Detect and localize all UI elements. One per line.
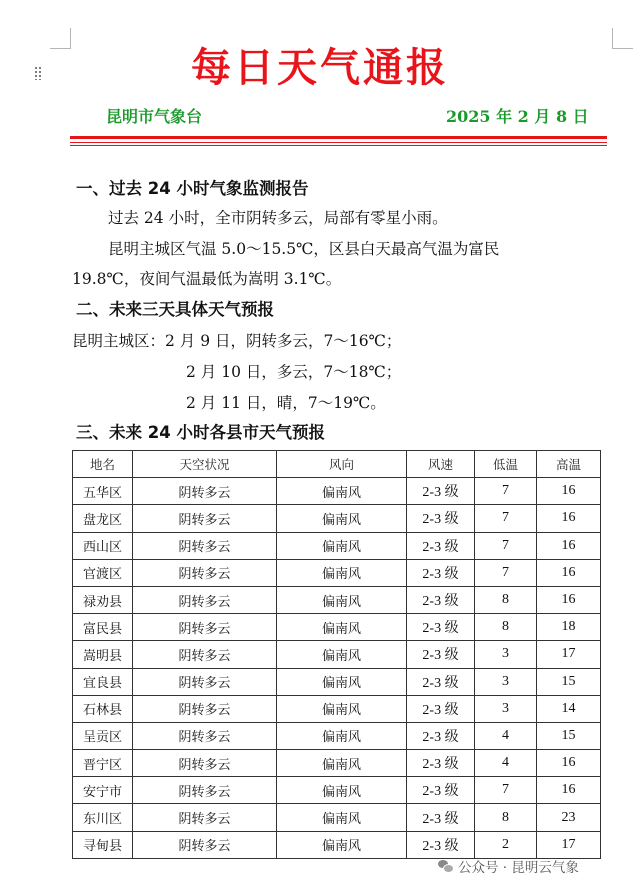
table-row: [73, 695, 601, 722]
monitoring-paragraph-2: 昆明主城区气温 5.0～15.5℃，区县白天最高气温为富民: [108, 240, 500, 258]
cell-high-temp: 16: [537, 777, 601, 804]
table-row: [73, 641, 601, 668]
header-wind-direction: 风向: [277, 451, 407, 478]
cell-wind-speed: 2-3 级: [407, 641, 475, 668]
cell-place: 禄劝县: [73, 586, 133, 613]
header-high-temp: 高温: [537, 451, 601, 478]
cell-wind-direction: 偏南风: [277, 695, 407, 722]
cell-place: 西山区: [73, 532, 133, 559]
cell-place: 晋宁区: [73, 750, 133, 777]
cell-low-temp: 4: [475, 750, 537, 777]
header-low-temp: 低温: [475, 451, 537, 478]
cell-wind-direction: 偏南风: [277, 614, 407, 641]
table-header-row: [73, 451, 601, 478]
cell-low-temp: 3: [475, 641, 537, 668]
section-heading-county-forecast: 三、未来 24 小时各县市天气预报: [76, 423, 325, 442]
issue-date: 2025 年 2 月 8 日: [446, 107, 589, 126]
cell-place: 寻甸县: [73, 831, 133, 858]
wechat-watermark: [438, 856, 579, 876]
forecast-line-3: 2 月 11 日，晴，7～19℃。: [186, 394, 386, 412]
header-wind-speed: 风速: [407, 451, 475, 478]
cell-wind-speed: 2-3 级: [407, 478, 475, 505]
table-row: [73, 586, 601, 613]
cell-place: 五华区: [73, 478, 133, 505]
cell-wind-speed: 2-3 级: [407, 695, 475, 722]
cell-wind-direction: 偏南风: [277, 559, 407, 586]
cell-wind-speed: 2-3 级: [407, 668, 475, 695]
cell-wind-speed: 2-3 级: [407, 804, 475, 831]
cell-wind-direction: 偏南风: [277, 831, 407, 858]
cell-sky: 阴转多云: [133, 586, 277, 613]
cell-sky: 阴转多云: [133, 641, 277, 668]
document-title: 每日天气通报: [191, 44, 449, 91]
cell-place: 官渡区: [73, 559, 133, 586]
cell-high-temp: 15: [537, 668, 601, 695]
cell-wind-direction: 偏南风: [277, 505, 407, 532]
cell-sky: 阴转多云: [133, 777, 277, 804]
cell-low-temp: 7: [475, 777, 537, 804]
cell-low-temp: 4: [475, 722, 537, 749]
issuer-name: 昆明市气象台: [106, 107, 203, 126]
cell-high-temp: 16: [537, 505, 601, 532]
cell-sky: 阴转多云: [133, 750, 277, 777]
cell-sky: 阴转多云: [133, 478, 277, 505]
cell-low-temp: 8: [475, 586, 537, 613]
cell-high-temp: 15: [537, 722, 601, 749]
cell-sky: 阴转多云: [133, 505, 277, 532]
cell-sky: 阴转多云: [133, 668, 277, 695]
forecast-line-1: 昆明主城区：2 月 9 日，阴转多云，7～16℃；: [72, 332, 402, 350]
cell-wind-speed: 2-3 级: [407, 614, 475, 641]
table-row: [73, 831, 601, 858]
cell-high-temp: 17: [537, 831, 601, 858]
cell-wind-direction: 偏南风: [277, 532, 407, 559]
section-heading-forecast: 二、未来三天具体天气预报: [76, 300, 274, 319]
wechat-icon: [438, 860, 453, 873]
cell-low-temp: 3: [475, 668, 537, 695]
cell-wind-direction: 偏南风: [277, 777, 407, 804]
cell-sky: 阴转多云: [133, 831, 277, 858]
cell-wind-direction: 偏南风: [277, 804, 407, 831]
cell-sky: 阴转多云: [133, 722, 277, 749]
cell-high-temp: 16: [537, 750, 601, 777]
cell-high-temp: 23: [537, 804, 601, 831]
header-rule-thin: [70, 142, 607, 143]
forecast-line-2: 2 月 10 日，多云，7～18℃；: [186, 363, 402, 381]
cell-wind-speed: 2-3 级: [407, 831, 475, 858]
cell-high-temp: 17: [537, 641, 601, 668]
cell-place: 东川区: [73, 804, 133, 831]
cell-wind-speed: 2-3 级: [407, 777, 475, 804]
cell-sky: 阴转多云: [133, 695, 277, 722]
header-rule-thick: [70, 136, 607, 139]
cell-sky: 阴转多云: [133, 532, 277, 559]
table-row: [73, 804, 601, 831]
cell-wind-direction: 偏南风: [277, 750, 407, 777]
cell-low-temp: 3: [475, 695, 537, 722]
cell-low-temp: 7: [475, 505, 537, 532]
cell-low-temp: 7: [475, 478, 537, 505]
cell-high-temp: 16: [537, 532, 601, 559]
cell-wind-speed: 2-3 级: [407, 505, 475, 532]
cell-wind-speed: 2-3 级: [407, 559, 475, 586]
cell-place: 宜良县: [73, 668, 133, 695]
table-row: [73, 505, 601, 532]
cell-high-temp: 16: [537, 586, 601, 613]
cell-low-temp: 7: [475, 532, 537, 559]
table-row: [73, 478, 601, 505]
table-row: [73, 750, 601, 777]
cell-high-temp: 16: [537, 478, 601, 505]
cell-wind-direction: 偏南风: [277, 668, 407, 695]
table-row: [73, 722, 601, 749]
cell-wind-direction: 偏南风: [277, 586, 407, 613]
table-row: [73, 559, 601, 586]
cell-low-temp: 8: [475, 804, 537, 831]
table-row: [73, 777, 601, 804]
cell-place: 嵩明县: [73, 641, 133, 668]
cell-sky: 阴转多云: [133, 804, 277, 831]
table-row: [73, 668, 601, 695]
header-place: 地名: [73, 451, 133, 478]
cell-wind-direction: 偏南风: [277, 478, 407, 505]
header-sky: 天空状况: [133, 451, 277, 478]
cell-sky: 阴转多云: [133, 614, 277, 641]
county-forecast-table: [72, 450, 601, 859]
cell-wind-speed: 2-3 级: [407, 532, 475, 559]
cell-high-temp: 16: [537, 559, 601, 586]
monitoring-paragraph-1: 过去 24 小时，全市阴转多云，局部有零星小雨。: [108, 209, 448, 227]
cell-place: 呈贡区: [73, 722, 133, 749]
table-row: [73, 614, 601, 641]
section-heading-monitoring: 一、过去 24 小时气象监测报告: [76, 179, 309, 198]
cell-sky: 阴转多云: [133, 559, 277, 586]
cell-wind-speed: 2-3 级: [407, 586, 475, 613]
cell-place: 富民县: [73, 614, 133, 641]
cell-wind-speed: 2-3 级: [407, 750, 475, 777]
cell-high-temp: 18: [537, 614, 601, 641]
header-rule-thin-2: [70, 145, 607, 146]
cell-place: 石林县: [73, 695, 133, 722]
cell-low-temp: 2: [475, 831, 537, 858]
watermark-text: 公众号 · 昆明云气象: [458, 860, 579, 876]
monitoring-paragraph-2-cont: 19.8℃，夜间气温最低为嵩明 3.1℃。: [72, 270, 342, 288]
cell-wind-direction: 偏南风: [277, 641, 407, 668]
cell-low-temp: 7: [475, 559, 537, 586]
cell-low-temp: 8: [475, 614, 537, 641]
cell-place: 盘龙区: [73, 505, 133, 532]
cell-high-temp: 14: [537, 695, 601, 722]
cell-wind-direction: 偏南风: [277, 722, 407, 749]
table-row: [73, 532, 601, 559]
cell-wind-speed: 2-3 级: [407, 722, 475, 749]
cell-place: 安宁市: [73, 777, 133, 804]
